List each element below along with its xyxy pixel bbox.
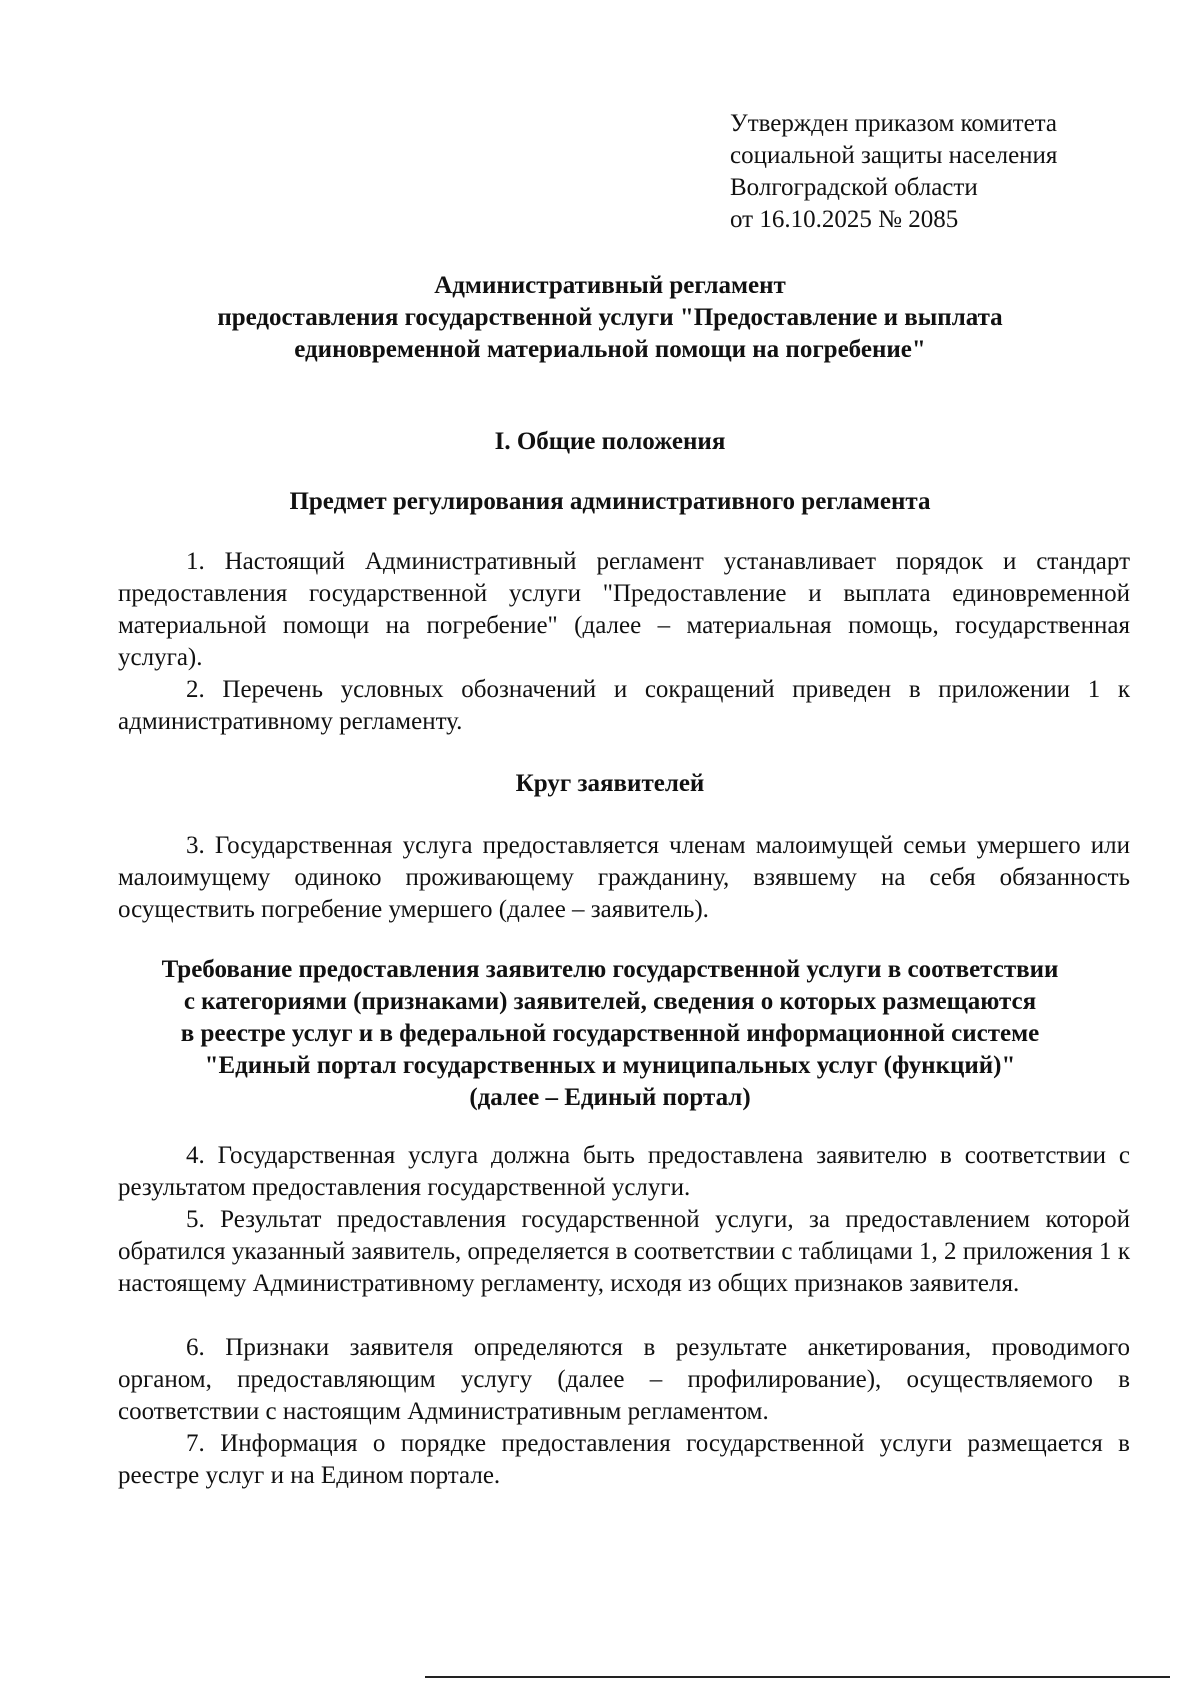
approval-stamp bbox=[730, 108, 1057, 236]
subsection-heading-subject: Предмет регулирования административного регламента bbox=[289, 488, 931, 515]
title-line-2: предоставления государственной услуги "Предоставление и выплата bbox=[217, 304, 1003, 331]
subsection-heading-requirement bbox=[110, 954, 1110, 1114]
paragraph-7 bbox=[118, 1428, 1130, 1492]
requirement-heading-line-5: (далее – Единый портал) bbox=[469, 1084, 751, 1111]
paragraph-2-text: 2. Перечень условных обозначений и сокращений приведен в приложении 1 к административному регламенту. bbox=[118, 676, 1130, 735]
subsection-heading-applicants: Круг заявителей bbox=[515, 770, 705, 797]
paragraph-3-text: 3. Государственная услуга предоставляется членам малоимущей семьи умершего или малоимущему одиноко проживающему гражданину, взявшему на себя обязанность осуществить погребение умершего (далее – заявитель). bbox=[118, 832, 1130, 923]
paragraph-4-text: 4. Государственная услуга должна быть предоставлена заявителю в соответствии с результатом предоставления государственной услуги. bbox=[118, 1142, 1130, 1201]
approval-line-1: Утвержден приказом комитета bbox=[730, 110, 1057, 137]
paragraph-2 bbox=[118, 674, 1130, 738]
section-heading-general: I. Общие положения bbox=[494, 428, 726, 455]
requirement-heading-line-4: "Единый портал государственных и муниципальных услуг (функций)" bbox=[204, 1052, 1016, 1079]
approval-line-3: Волгоградской области bbox=[730, 174, 978, 201]
approval-line-4: от 16.10.2025 № 2085 bbox=[730, 206, 959, 233]
paragraph-5 bbox=[118, 1204, 1130, 1300]
paragraph-6 bbox=[118, 1332, 1130, 1428]
paragraph-7-text: 7. Информация о порядке предоставления государственной услуги размещается в реестре услуг и на Едином портале. bbox=[118, 1430, 1130, 1489]
requirement-heading-line-3: в реестре услуг и в федеральной государственной информационной системе bbox=[180, 1020, 1040, 1047]
approval-line-2: социальной защиты населения bbox=[730, 142, 1058, 169]
requirement-heading-line-2: с категориями (признаками) заявителей, сведения о которых размещаются bbox=[183, 988, 1037, 1015]
paragraph-4 bbox=[118, 1140, 1130, 1204]
paragraph-1 bbox=[118, 546, 1130, 674]
document-title bbox=[110, 270, 1110, 366]
footer-divider bbox=[425, 1676, 1170, 1678]
requirement-heading-line-1: Требование предоставления заявителю государственной услуги в соответствии bbox=[161, 956, 1059, 983]
paragraph-3 bbox=[118, 830, 1130, 926]
paragraph-6-text: 6. Признаки заявителя определяются в результате анкетирования, проводимого органом, предоставляющим услугу (далее – профилирование), осуществляемого в соответствии с настоящим Административным регламентом. bbox=[118, 1334, 1130, 1425]
paragraph-5-text: 5. Результат предоставления государственной услуги, за предоставлением которой обратился указанный заявитель, определяется в соответствии с таблицами 1, 2 приложения 1 к настоящему Административному регламенту, исходя из общих признаков заявителя. bbox=[118, 1206, 1130, 1297]
title-line-1: Административный регламент bbox=[434, 272, 786, 299]
title-line-3: единовременной материальной помощи на погребение" bbox=[294, 336, 926, 363]
paragraph-1-text: 1. Настоящий Административный регламент устанавливает порядок и стандарт предоставления государственной услуги "Предоставление и выплата единовременной материальной помощи на погребение" (далее – материальная помощь, государственная услуга). bbox=[118, 548, 1130, 671]
